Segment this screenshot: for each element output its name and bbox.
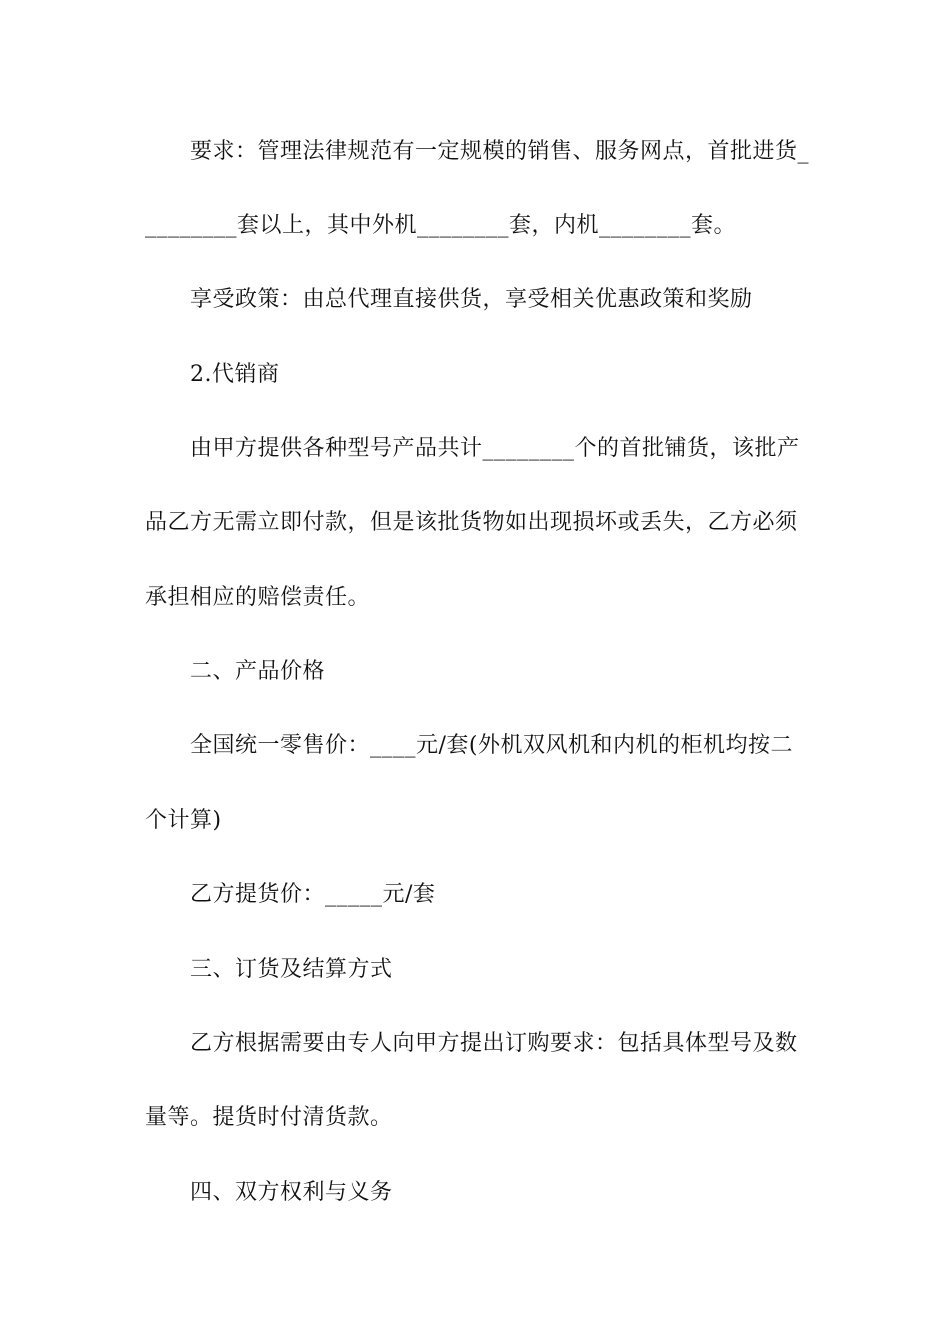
heading-ordering-settlement: 三、订货及结算方式: [190, 957, 393, 982]
heading-product-price: 二、产品价格: [190, 659, 326, 684]
paragraph-consignment-cont-2: 承担相应的赔偿责任。: [145, 585, 371, 610]
paragraph-retail-price: 全国统一零售价：____元/套(外机双风机和内机的柜机均按二: [190, 733, 793, 758]
paragraph-retail-price-cont: 个计算): [145, 808, 222, 833]
paragraph-pickup-price: 乙方提货价：_____元/套: [190, 882, 436, 907]
paragraph-requirements-cont: ________套以上，其中外机________套，内机________套。: [145, 213, 737, 238]
paragraph-ordering-cont: 量等。提货时付清货款。: [145, 1105, 393, 1130]
paragraph-ordering: 乙方根据需要由专人向甲方提出订购要求：包括具体型号及数: [190, 1031, 798, 1056]
paragraph-consignment: 由甲方提供各种型号产品共计________个的首批铺货，该批产: [190, 436, 800, 461]
paragraph-consignment-cont-1: 品乙方无需立即付款，但是该批货物如出现损坏或丢失，乙方必须: [145, 510, 798, 535]
heading-rights-obligations: 四、双方权利与义务: [190, 1180, 393, 1205]
paragraph-requirements: 要求：管理法律规范有一定规模的销售、服务网点，首批进货_: [190, 139, 810, 164]
heading-consignment-dealer: 2.代销商: [190, 362, 280, 387]
paragraph-policy: 享受政策：由总代理直接供货，享受相关优惠政策和奖励: [190, 287, 753, 312]
